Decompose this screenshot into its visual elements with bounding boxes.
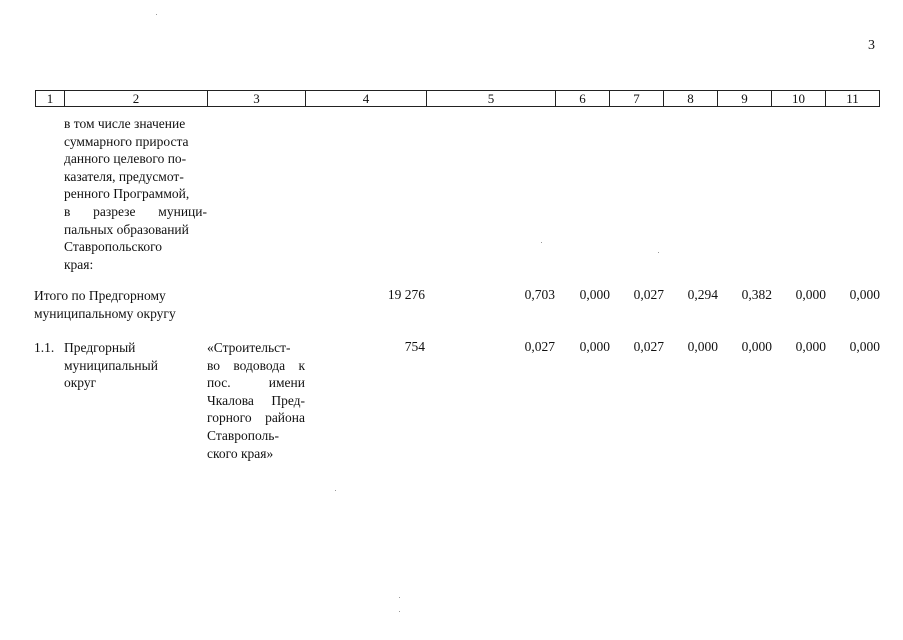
scan-speck: [399, 611, 400, 612]
item-object-line: Чкалова Пред-: [207, 392, 305, 408]
total-col7-value: 0,027: [633, 287, 664, 302]
total-col9-value: 0,382: [741, 287, 772, 302]
page-number: 3: [868, 38, 875, 53]
header-cell-3: 3: [207, 91, 305, 106]
total-col8-value: 0,294: [687, 287, 718, 302]
total-col10-value: 0,000: [795, 287, 826, 302]
total-col5-value: 0,703: [524, 287, 555, 302]
item-col4-value: 754: [404, 339, 425, 354]
scan-speck: [399, 597, 400, 598]
intro-line: суммарного прироста: [64, 133, 189, 149]
header-cell-8: 8: [663, 91, 717, 106]
intro-line: Ставропольского: [64, 239, 163, 255]
item-col9-value: 0,000: [741, 339, 772, 354]
item-object-description: [207, 339, 305, 462]
scan-speck: [658, 252, 659, 253]
item-object-line: ского края»: [207, 445, 274, 461]
header-cell-11: 11: [825, 91, 879, 106]
item-object-line: пос. имени: [207, 375, 305, 391]
item-object-line: «Строительст-: [207, 340, 291, 355]
item-index: 1.1.: [34, 340, 55, 355]
intro-line: данного целевого по-: [64, 151, 187, 167]
header-cell-4: 4: [305, 91, 426, 106]
scan-speck: [541, 242, 542, 243]
header-cell-9: 9: [717, 91, 771, 106]
total-label-line: Итого по Предгорному: [34, 288, 166, 303]
scan-speck: [335, 490, 336, 491]
scan-speck: [156, 14, 157, 15]
total-label-line: муниципальному округу: [34, 305, 176, 321]
item-name-line: муниципальный: [64, 357, 158, 373]
total-row-label: [34, 287, 204, 322]
item-col6-value: 0,000: [579, 339, 610, 354]
item-name: [64, 339, 199, 392]
item-col8-value: 0,000: [687, 339, 718, 354]
table-header-row: [35, 90, 880, 107]
header-cell-5: 5: [426, 91, 555, 106]
item-object-line: во водовода к: [207, 357, 305, 373]
intro-line: в разрезе муници-: [64, 203, 207, 219]
intro-line: края:: [64, 256, 94, 272]
item-col11-value: 0,000: [849, 339, 880, 354]
item-col5-value: 0,027: [524, 339, 555, 354]
intro-line: казателя, предусмот-: [64, 168, 184, 184]
header-cell-7: 7: [609, 91, 663, 106]
intro-line: ренного Программой,: [64, 186, 190, 202]
item-name-line: Предгорный: [64, 340, 136, 355]
intro-line: пальных образований: [64, 221, 189, 237]
header-cell-2: 2: [64, 91, 207, 106]
header-cell-1: 1: [46, 91, 54, 106]
header-cell-10: 10: [771, 91, 825, 106]
total-col4-value: 19 276: [387, 287, 425, 302]
total-col11-value: 0,000: [849, 287, 880, 302]
item-col10-value: 0,000: [795, 339, 826, 354]
item-col7-value: 0,027: [633, 339, 664, 354]
intro-line: в том числе значение: [64, 116, 186, 131]
total-col6-value: 0,000: [579, 287, 610, 302]
item-object-line: горного района: [207, 410, 305, 426]
item-object-line: Ставрополь-: [207, 427, 279, 443]
header-cell-6: 6: [555, 91, 609, 106]
item-name-line: округ: [64, 375, 97, 391]
intro-row-text: [64, 115, 207, 273]
